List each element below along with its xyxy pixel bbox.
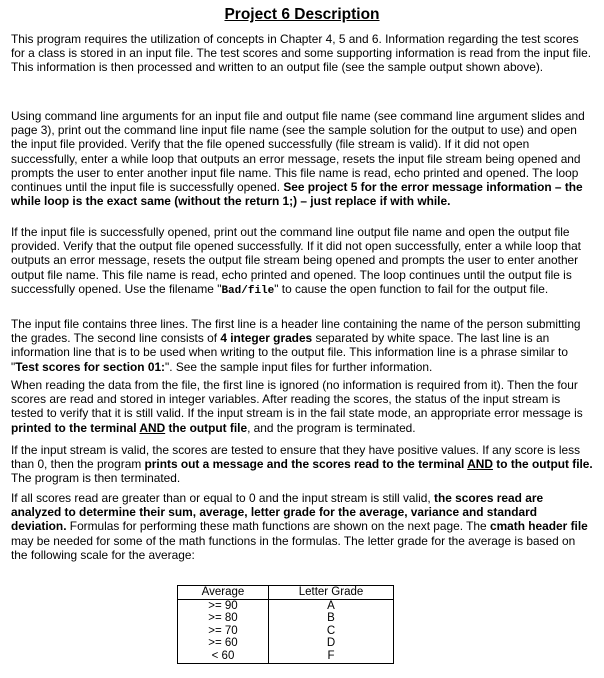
paragraph-intro: This program requires the utilization of concepts in Chapter 4, 5 and 6. Information regarding the test scores for a class is stored in an input file. The test scores and some supporting information is read from the input file. This information is then processed and written to an output file (see the sample output shown above). bbox=[11, 32, 592, 75]
table-header-row bbox=[178, 586, 394, 600]
paragraph-validity bbox=[11, 443, 595, 486]
cmath-emphasis: cmath header file bbox=[489, 519, 588, 534]
integer-grades-emphasis: 4 integer grades bbox=[220, 331, 313, 346]
average-header: Average bbox=[178, 586, 269, 600]
average-cell: >= 90 bbox=[178, 599, 269, 612]
paragraph-input-file bbox=[11, 109, 595, 208]
grade-cell: A bbox=[269, 599, 394, 612]
table-row bbox=[178, 637, 394, 650]
letter-grade-header: Letter Grade bbox=[269, 586, 394, 600]
validity-text: If the input stream is valid, the scores are tested to ensure that they have positive values. If any score is less than 0, then the program bbox=[11, 443, 581, 472]
analysis-text: If all scores read are greater than or equal to 0 and the input stream is still valid, bbox=[11, 491, 435, 505]
average-cell: >= 80 bbox=[178, 612, 269, 625]
input-format-end: ". See the sample input files for further information. bbox=[165, 359, 433, 374]
input-format-middle: separated by white space. The last line is an information line that is to be used when writing to the output file. This information line is a phrase similar to " bbox=[11, 331, 568, 374]
analysis-middle: Formulas for performing these math functions are shown on the next page. The bbox=[66, 519, 490, 534]
prints-message-emphasis: prints out a message and the scores read to the terminal bbox=[144, 457, 468, 472]
printed-terminal-emphasis: printed to the terminal bbox=[11, 420, 140, 435]
paragraph-output-file bbox=[11, 225, 595, 298]
paragraph-output-file-text: If the input file is successfully opened, print out the command line output file name and open the output file provided. Verify that the output file opened successfully. If it did not open successfully, enter a while loop that outputs an error message, resets the output file stream being opened and prompts the user to enter another output file name. This file name is read, echo printed and opened. The loop continues until the output file is successfully opened. Use the filename " bbox=[11, 225, 581, 296]
grade-cell: C bbox=[269, 625, 394, 638]
table-row bbox=[178, 599, 394, 612]
grade-cell: B bbox=[269, 612, 394, 625]
test-scores-phrase: Test scores for section 01: bbox=[15, 359, 166, 374]
grade-cell: F bbox=[269, 650, 394, 663]
input-format-text: The input file contains three lines. The first line is a header line containing the name of the person submitting the grades. The second line consists of bbox=[11, 317, 581, 346]
paragraph-input-file-text: Using command line arguments for an input file and output file name (see command line argument slides and page 3), print out the command line input file name (see the sample solution for the output to use) and open the input file provided. Verify that the file opened successfully (file stream is valid). If it did not open successfully, enter a while loop that outputs an error message, resets the input file stream being opened and prompts the user to enter another input file name. This file name is read, echo printed and opened. The loop continues until the input file is successfully opened. bbox=[11, 109, 585, 195]
bad-file-code: Bad/file bbox=[221, 284, 275, 297]
and-emphasis-2: AND bbox=[467, 457, 493, 472]
analysis-end: may be needed for some of the math functions in the formulas. The letter grade for the average is based on the following scale for the average: bbox=[11, 533, 576, 562]
average-cell: >= 70 bbox=[178, 625, 269, 638]
table-row bbox=[178, 650, 394, 663]
error-message-note: See project 5 for the error message information – the while loop is the exact same (without the return 1;) – just replace if with while. bbox=[11, 180, 583, 209]
paragraph-reading-data bbox=[11, 378, 595, 435]
paragraph-output-file-end: " to cause the open function to fail for the output file. bbox=[274, 281, 549, 296]
grade-scale-table bbox=[177, 585, 394, 664]
validity-end: The program is then terminated. bbox=[11, 471, 181, 486]
paragraph-analysis bbox=[11, 491, 595, 562]
grade-cell: D bbox=[269, 637, 394, 650]
output-file-emphasis-2: to the output file. bbox=[492, 457, 593, 472]
table-row bbox=[178, 612, 394, 625]
reading-data-end: , and the program is terminated. bbox=[247, 420, 416, 435]
reading-data-text: When reading the data from the file, the first line is ignored (no information is required from it). Then the four scores are read and stored in integer variables. After reading the scores, the status of the input stream is tested to verify that it is still valid. If the input stream is in the fail state mode, an appropriate error message is bbox=[11, 378, 583, 421]
paragraph-input-format bbox=[11, 317, 595, 374]
table-row bbox=[178, 625, 394, 638]
analysis-emphasis: the scores read are analyzed to determine their sum, average, letter grade for the average, variance and standard deviation. bbox=[11, 491, 544, 534]
average-cell: < 60 bbox=[178, 650, 269, 663]
average-cell: >= 60 bbox=[178, 637, 269, 650]
page-title: Project 6 Description bbox=[224, 6, 380, 23]
output-file-emphasis: the output file bbox=[165, 420, 248, 435]
and-emphasis: AND bbox=[139, 420, 166, 435]
